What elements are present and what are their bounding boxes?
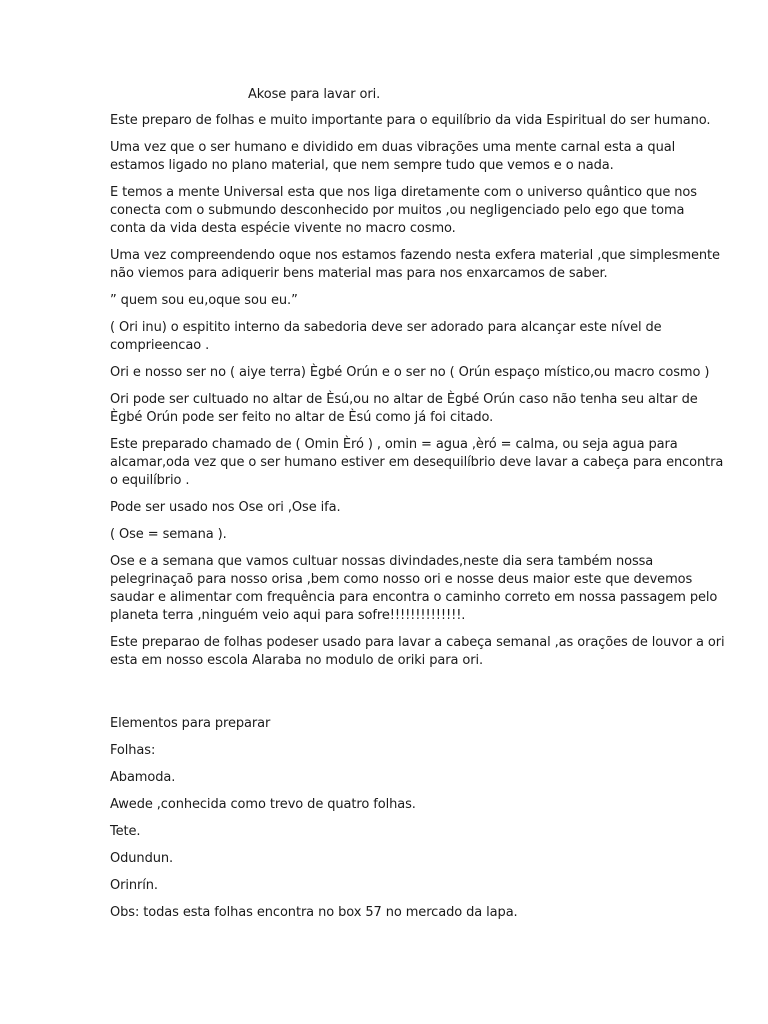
leaf-item: Abamoda. <box>110 770 176 785</box>
paragraph <box>110 436 724 490</box>
paragraph-line: Este preparo de folhas e muito importante para o equilíbrio da vida Espiritual do ser humano. <box>110 113 711 128</box>
paragraph-line: pelegrinaçaõ para nosso orisa ,bem como nosso ori e nosse deus maior este que devemos <box>110 572 693 587</box>
document-body <box>110 112 725 670</box>
paragraph <box>110 112 711 130</box>
paragraph-line: não viemos para adiquerir bens material mas para nos enxarcamos de saber. <box>110 266 608 281</box>
paragraph <box>110 634 725 670</box>
paragraph-line: Ori e nosso ser no ( aiye terra) Ègbé Orún e o ser no ( Orún espaço místico,ou macro cosmo ) <box>110 365 710 380</box>
paragraph <box>110 139 676 175</box>
document-title: Akose para lavar ori. <box>248 87 381 102</box>
paragraph-line: ( Ose = semana ). <box>110 527 227 542</box>
paragraph-line: Pode ser usado nos Ose ori ,Ose ifa. <box>110 500 341 515</box>
leaf-item: Tete. <box>110 824 141 839</box>
leaves-list <box>110 769 670 895</box>
leaf-item: Awede ,conhecida como trevo de quatro folhas. <box>110 797 416 812</box>
paragraph-line: Este preparao de folhas podeser usado para lavar a cabeça semanal ,as orações de louvor a ori <box>110 635 725 650</box>
ingredients-heading: Elementos para preparar <box>110 716 271 731</box>
paragraph-line: saudar e alimentar com frequência para encontra o caminho correto em nossa passagem pelo <box>110 590 718 605</box>
paragraph-line: Ori pode ser cultuado no altar de Èsú,ou no altar de Ègbé Orún caso não tenha seu altar de <box>110 392 698 407</box>
paragraph-line: alcamar,oda vez que o ser humano estiver em desequilíbrio deve lavar a cabeça para encontra <box>110 455 724 470</box>
paragraph-line: Ose e a semana que vamos cultuar nossas divindades,neste dia sera também nossa <box>110 554 654 569</box>
paragraph-line: ( Ori inu) o espitito interno da sabedoria deve ser adorado para alcançar este nível de <box>110 320 662 335</box>
paragraph-line: Ègbé Orún pode ser feito no altar de Èsú como já foi citado. <box>110 410 494 425</box>
document-page <box>110 86 725 931</box>
paragraph-line: Este preparado chamado de ( Omin Èró ) , omin = agua ,èró = calma, ou seja agua para <box>110 437 678 452</box>
paragraph-line: Uma vez que o ser humano e dividido em duas vibrações uma mente carnal esta a qual <box>110 140 676 155</box>
leaves-subheading: Folhas: <box>110 743 156 758</box>
paragraph <box>110 526 670 544</box>
paragraph-line: o equilíbrio . <box>110 473 190 488</box>
paragraph <box>110 499 670 517</box>
blank-space <box>110 679 670 715</box>
paragraph <box>110 184 697 238</box>
paragraph-line: conecta com o submundo desconhecido por muitos ,ou negligenciado pelo ego que toma <box>110 203 685 218</box>
paragraph-line: conta da vida desta espécie vivente no macro cosmo. <box>110 221 456 236</box>
paragraph <box>110 247 720 283</box>
paragraph-line: Uma vez compreendendo oque nos estamos fazendo nesta exfera material ,que simplesmente <box>110 248 720 263</box>
note-text: Obs: todas esta folhas encontra no box 57 no mercado da lapa. <box>110 905 518 920</box>
paragraph <box>110 292 670 310</box>
paragraph-line: ” quem sou eu,oque sou eu.” <box>110 293 298 308</box>
leaf-item: Orinrín. <box>110 878 158 893</box>
paragraph <box>110 553 718 625</box>
paragraph <box>110 364 710 382</box>
paragraph-line: estamos ligado no plano material, que nem sempre tudo que vemos e o nada. <box>110 158 614 173</box>
leaf-item: Odundun. <box>110 851 174 866</box>
paragraph-line: planeta terra ,ninguém veio aqui para sofre!!!!!!!!!!!!!!. <box>110 608 466 623</box>
paragraph-line: esta em nosso escola Alaraba no modulo de oriki para ori. <box>110 653 484 668</box>
paragraph-line: E temos a mente Universal esta que nos liga diretamente com o universo quântico que nos <box>110 185 697 200</box>
paragraph-line: comprieencao . <box>110 338 210 353</box>
paragraph <box>110 319 670 355</box>
paragraph <box>110 391 698 427</box>
ingredients-section <box>110 715 670 922</box>
